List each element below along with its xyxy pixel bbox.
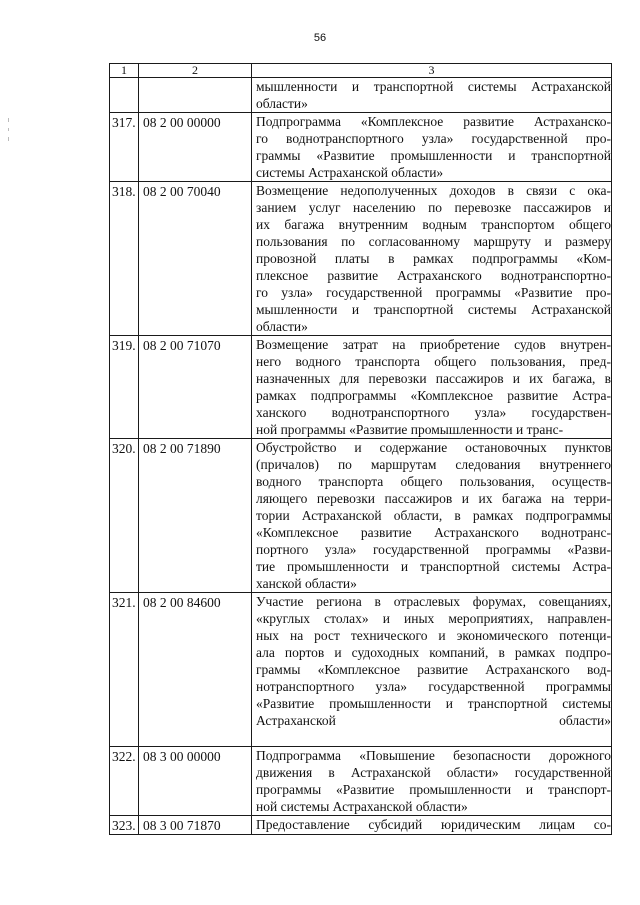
description-line: «Развитие промышленности и транспортной системы bbox=[256, 696, 611, 711]
description-line: граммы «Развитие промышленности и транспортной bbox=[256, 148, 611, 163]
description-line: «круглых столах» и иных мероприятиях, направлен- bbox=[256, 611, 611, 626]
description-line: Обустройство и содержание остановочных пунктов bbox=[256, 440, 611, 455]
description-line: ханской области» bbox=[256, 576, 357, 591]
margin-mark bbox=[8, 118, 9, 122]
description-line: граммы «Комплексное развитие Астраханского вод- bbox=[256, 662, 611, 677]
row-number: 323. bbox=[110, 816, 139, 835]
description-line: Астраханской области» bbox=[256, 713, 611, 728]
table-row bbox=[110, 113, 612, 182]
row-number bbox=[110, 78, 139, 113]
description-line: назначенных для перевозки пассажиров и их багажа, в bbox=[256, 371, 611, 386]
description-line: пользования по согласованному маршруту и размеру bbox=[256, 234, 611, 249]
column-header-3: 3 bbox=[252, 64, 612, 78]
row-description bbox=[252, 593, 612, 747]
description-line: движения в Астраханской области» государственной bbox=[256, 765, 611, 780]
description-line: системы Астраханской области» bbox=[256, 165, 444, 180]
row-description bbox=[252, 113, 612, 182]
description-line: мышленности и транспортной системы Астраханской bbox=[256, 302, 611, 317]
row-code: 08 2 00 71070 bbox=[139, 336, 252, 439]
row-code: 08 2 00 71890 bbox=[139, 439, 252, 593]
description-line: плексное развитие Астраханского воднотранспортно- bbox=[256, 268, 611, 283]
description-line: ной системы Астраханской области» bbox=[256, 799, 468, 814]
description-line: Участие региона в отраслевых форумах, совещаниях, bbox=[256, 594, 611, 609]
row-number: 320. bbox=[110, 439, 139, 593]
row-code bbox=[139, 78, 252, 113]
description-line: рамках подпрограммы «Комплексное развитие Астра- bbox=[256, 388, 611, 403]
description-line: нотранспортного узла» государственной программы bbox=[256, 679, 611, 694]
table-header-row bbox=[110, 64, 612, 78]
description-line: провозной платы в рамках подпрограммы «Ком- bbox=[256, 251, 611, 266]
table-row bbox=[110, 816, 612, 835]
description-line: тории Астраханской области, в рамках подпрограммы bbox=[256, 508, 611, 523]
description-line: портного узла» государственной программы «Разви- bbox=[256, 542, 611, 557]
column-header-2: 2 bbox=[139, 64, 252, 78]
description-line: их багажа внутренним водным транспортом общего bbox=[256, 217, 611, 232]
row-number: 321. bbox=[110, 593, 139, 747]
row-code: 08 2 00 84600 bbox=[139, 593, 252, 747]
table-row bbox=[110, 336, 612, 439]
row-code: 08 3 00 00000 bbox=[139, 747, 252, 816]
description-line: области» bbox=[256, 96, 308, 111]
margin-mark bbox=[8, 137, 9, 141]
description-line: него водного транспорта общего пользования, пред- bbox=[256, 354, 611, 369]
row-code: 08 2 00 00000 bbox=[139, 113, 252, 182]
row-description bbox=[252, 78, 612, 113]
table-row bbox=[110, 182, 612, 336]
description-line: программы «Развитие промышленности и транспорт- bbox=[256, 782, 611, 797]
row-description bbox=[252, 747, 612, 816]
row-number: 318. bbox=[110, 182, 139, 336]
description-line: ной программы «Развитие промышленности и транс- bbox=[256, 422, 564, 437]
table-row bbox=[110, 439, 612, 593]
description-line: ала портов и судоходных компаний, в рамках подпро- bbox=[256, 645, 611, 660]
row-code: 08 3 00 71870 bbox=[139, 816, 252, 835]
row-number: 319. bbox=[110, 336, 139, 439]
row-code: 08 2 00 70040 bbox=[139, 182, 252, 336]
description-line: Возмещение недополученных доходов в связи с ока- bbox=[256, 183, 611, 198]
description-line: го узла» государственной программы «Развитие про- bbox=[256, 285, 611, 300]
table-row bbox=[110, 747, 612, 816]
budget-classification-table bbox=[109, 63, 612, 835]
description-line: ханского воднотранспортного узла» государствен- bbox=[256, 405, 611, 420]
description-line: Возмещение затрат на приобретение судов внутрен- bbox=[256, 337, 611, 352]
description-line: водного транспорта общего пользования, осуществ- bbox=[256, 474, 611, 489]
row-number: 317. bbox=[110, 113, 139, 182]
description-line: ных на рост технического и экономического потенци- bbox=[256, 628, 611, 643]
margin-mark bbox=[8, 128, 9, 131]
description-line bbox=[256, 729, 611, 746]
row-number: 322. bbox=[110, 747, 139, 816]
description-line: Предоставление субсидий юридическим лицам со- bbox=[256, 817, 611, 832]
page-number: 56 bbox=[313, 32, 327, 44]
row-description bbox=[252, 439, 612, 593]
column-header-1: 1 bbox=[110, 64, 139, 78]
description-line: мышленности и транспортной системы Астраханской bbox=[256, 79, 611, 94]
description-line: ляющего перевозки пассажиров и их багажа на терри- bbox=[256, 491, 611, 506]
description-line: го воднотранспортного узла» государственной про- bbox=[256, 131, 611, 146]
table-row bbox=[110, 78, 612, 113]
description-line: области» bbox=[256, 319, 308, 334]
description-line: тие промышленности и транспортной системы Астра- bbox=[256, 559, 611, 574]
table-row bbox=[110, 593, 612, 747]
description-line: Подпрограмма «Комплексное развитие Астраханско- bbox=[256, 114, 611, 129]
row-description bbox=[252, 816, 612, 835]
description-line: (причалов) по маршрутам следования внутреннего bbox=[256, 457, 611, 472]
row-description bbox=[252, 336, 612, 439]
description-line: занием услуг населению по перевозке пассажиров и bbox=[256, 200, 611, 215]
row-description bbox=[252, 182, 612, 336]
description-line: «Комплексное развитие Астраханского воднотранс- bbox=[256, 525, 611, 540]
description-line: Подпрограмма «Повышение безопасности дорожного bbox=[256, 748, 611, 763]
